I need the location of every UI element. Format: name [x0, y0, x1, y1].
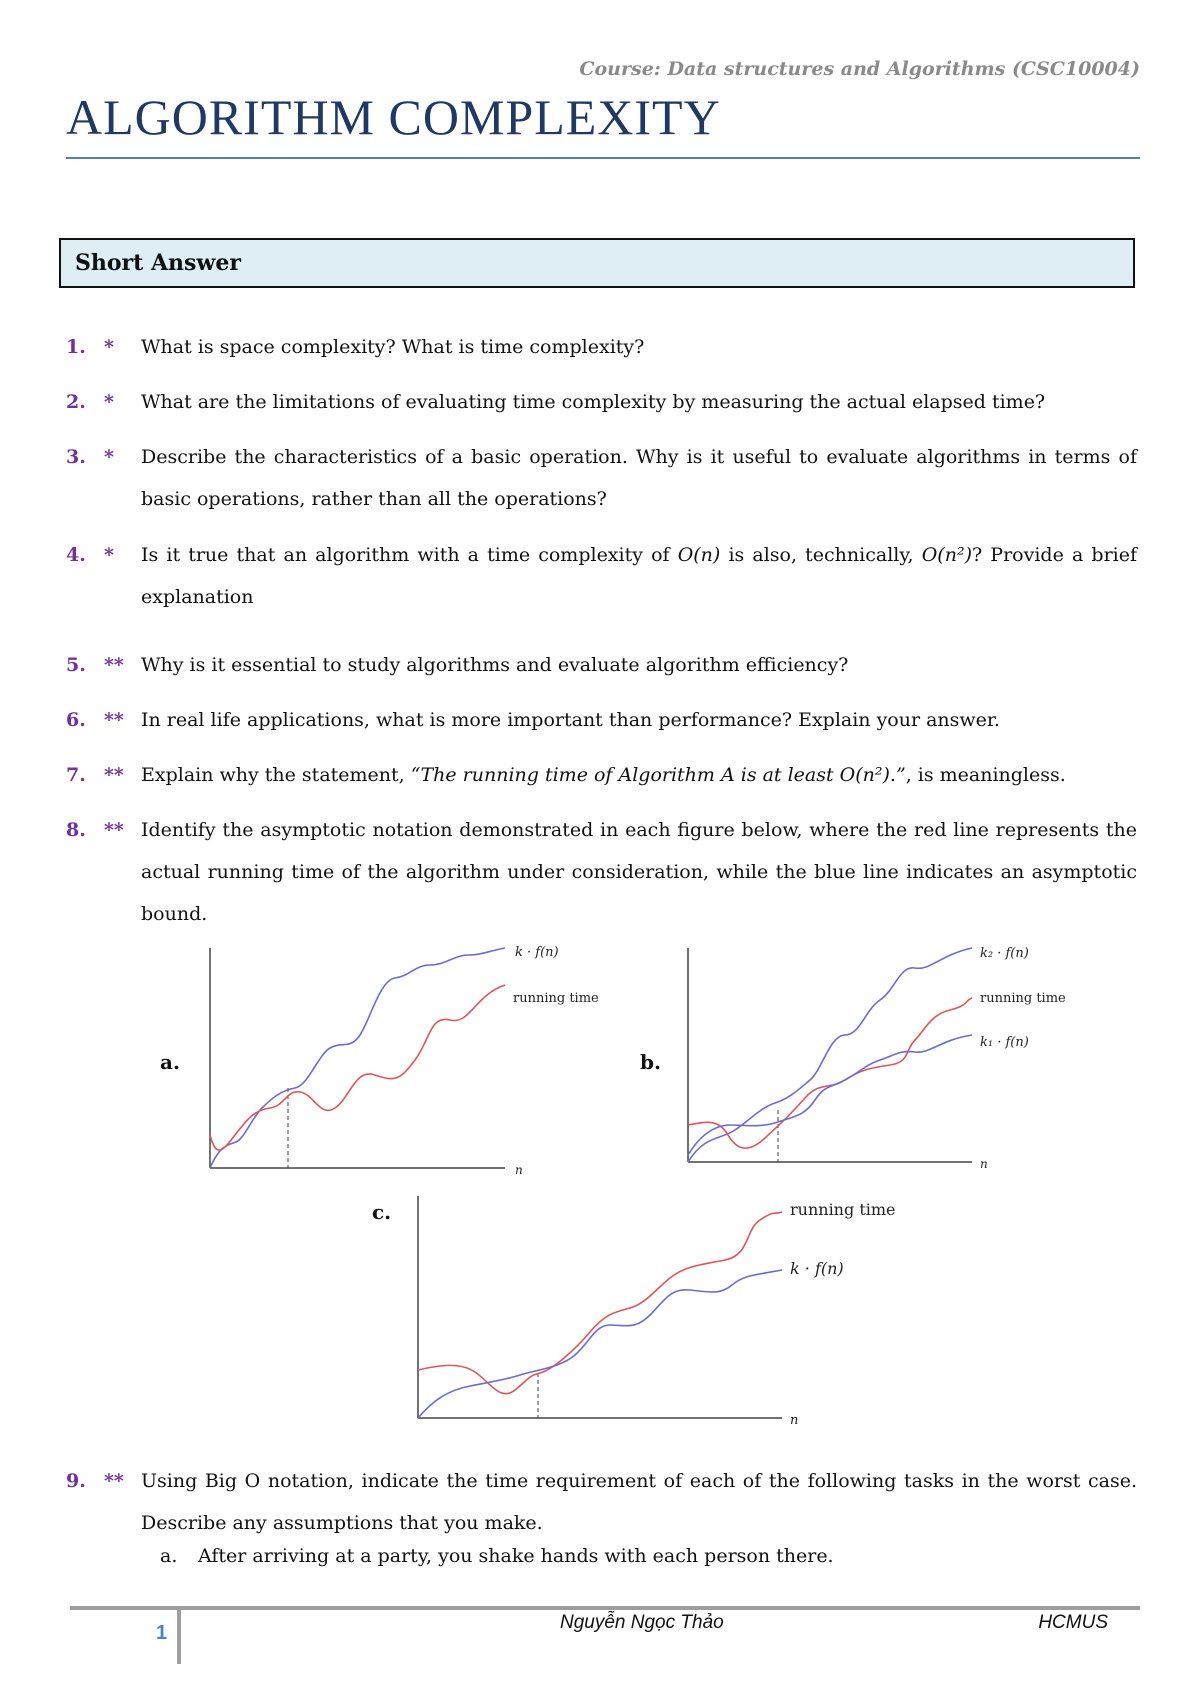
question-text: Why is it essential to study algorithms and evaluate algorithm efficiency? [141, 654, 849, 676]
difficulty-stars: * [104, 336, 114, 358]
section-title: Short Answer [75, 250, 241, 276]
difficulty-stars: * [104, 446, 114, 468]
section-header-box [59, 238, 1135, 288]
axis-label: n [515, 1163, 523, 1177]
running-label: running time [980, 991, 1066, 1006]
page-title: ALGORITHM COMPLEXITY [66, 89, 721, 145]
running-label: running time [513, 991, 599, 1006]
axis-label: n [980, 1157, 988, 1171]
footer-institution: HCMUS [1038, 1612, 1108, 1633]
upper-bound-label: k₂ · f(n) [980, 946, 1029, 961]
question-text: Describe the characteristics of a basic operation. Why is it useful to evaluate algorithms in terms of basic operations, rather than all the operations? [141, 446, 1137, 510]
running-curve [418, 1212, 782, 1394]
running-curve [210, 985, 505, 1150]
question-number: 1. [66, 336, 86, 358]
subitem-label: a. [160, 1545, 178, 1567]
footer-page-separator [177, 1610, 181, 1664]
quoted-statement: “The running time of Algorithm A is at least O(n²).” [410, 764, 906, 786]
figure-c-label: c. [372, 1200, 392, 1224]
footer-divider [70, 1606, 1140, 1610]
difficulty-stars: * [104, 391, 114, 413]
lower-bound-curve [688, 1035, 972, 1155]
bound-curve [210, 948, 505, 1168]
bound-label: k · f(n) [790, 1259, 844, 1278]
question-text: What is space complexity? What is time complexity? [141, 336, 645, 358]
figure-b [680, 940, 1120, 1180]
question-number: 8. [66, 819, 86, 841]
title-divider [66, 157, 1140, 159]
figure-c [410, 1190, 930, 1430]
question-text: What are the limitations of evaluating time complexity by measuring the actual elapsed time? [141, 391, 1046, 413]
question-number: 6. [66, 709, 86, 731]
figure-b-label: b. [640, 1050, 661, 1074]
course-header: Course: Data structures and Algorithms (CSC10004) [579, 58, 1140, 80]
difficulty-stars: ** [104, 764, 124, 786]
question-text: Is it true that an algorithm with a time complexity of O(n) is also, technically, O(n²)? Provide a brief explanation [141, 544, 1138, 608]
question-number: 9. [66, 1470, 86, 1492]
question-number: 3. [66, 446, 86, 468]
axis-label: n [790, 1413, 799, 1428]
math-expression: O(n) [677, 544, 721, 566]
difficulty-stars: ** [104, 819, 124, 841]
bound-curve [418, 1270, 782, 1418]
running-label: running time [790, 1200, 896, 1219]
question-number: 4. [66, 544, 86, 566]
lower-bound-label: k₁ · f(n) [980, 1035, 1029, 1050]
difficulty-stars: * [104, 544, 114, 566]
page-number: 1 [156, 1622, 168, 1644]
bound-label: k · f(n) [515, 945, 559, 960]
difficulty-stars: ** [104, 1470, 124, 1492]
question-number: 7. [66, 764, 86, 786]
question-number: 2. [66, 391, 86, 413]
figure-a-label: a. [160, 1050, 180, 1074]
question-number: 5. [66, 654, 86, 676]
difficulty-stars: ** [104, 654, 124, 676]
question-text: Identify the asymptotic notation demonstrated in each figure below, where the red line represents the actual running time of the algorithm under consideration, while the blue line indicates an asymptotic bound. [141, 819, 1137, 925]
footer-author: Nguyễn Ngọc Thảo [560, 1612, 724, 1633]
upper-bound-curve [688, 948, 972, 1162]
difficulty-stars: ** [104, 709, 124, 731]
subitem-text: After arriving at a party, you shake hands with each person there. [198, 1545, 834, 1567]
figure-a [200, 940, 620, 1180]
question-text: Using Big O notation, indicate the time requirement of each of the following tasks in the worst case. Describe any assumptions that you make. [141, 1470, 1137, 1534]
question-text: Explain why the statement, “The running time of Algorithm A is at least O(n²).”, is meaningless. [141, 764, 1066, 786]
math-expression: O(n²) [921, 544, 972, 566]
question-text: In real life applications, what is more important than performance? Explain your answer. [141, 709, 1000, 731]
